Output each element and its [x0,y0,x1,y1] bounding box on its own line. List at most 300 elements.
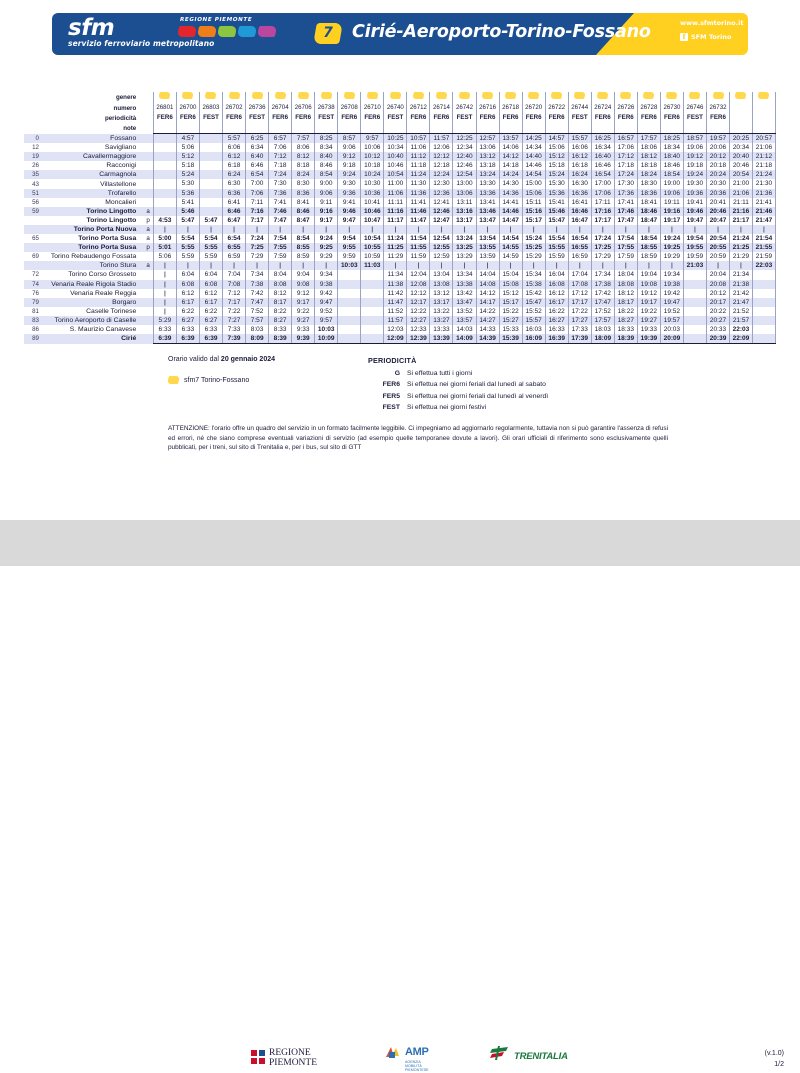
time-cell[interactable] [338,325,361,334]
time-cell[interactable]: | [384,225,407,234]
time-cell[interactable]: 20:47 [706,216,729,225]
time-cell[interactable]: 17:36 [614,189,637,198]
time-cell[interactable]: 21:11 [730,198,753,207]
time-cell[interactable]: | [315,261,338,270]
time-cell[interactable]: 6:12 [223,152,246,161]
time-cell[interactable]: 17:46 [614,207,637,216]
time-cell[interactable]: 6:27 [199,316,222,325]
time-cell[interactable]: 12:39 [407,334,430,344]
time-cell[interactable]: 18:41 [637,198,660,207]
time-cell[interactable]: 15:54 [545,234,568,243]
time-cell[interactable]: 13:17 [430,298,453,307]
time-cell[interactable]: 21:41 [752,198,775,207]
time-cell[interactable]: 16:12 [545,289,568,298]
time-cell[interactable]: 5:29 [153,316,176,325]
time-cell[interactable]: | [223,261,246,270]
time-cell[interactable]: 20:54 [730,170,753,179]
time-cell[interactable]: 8:30 [292,179,315,188]
time-cell[interactable]: 13:18 [476,161,499,170]
time-cell[interactable]: 15:41 [545,198,568,207]
time-cell[interactable]: 21:55 [752,243,775,252]
time-cell[interactable]: 17:00 [591,179,614,188]
time-cell[interactable]: 10:03 [338,261,361,270]
time-cell[interactable]: 5:36 [176,189,199,198]
time-cell[interactable]: 17:06 [614,143,637,152]
time-cell[interactable]: 10:36 [361,189,384,198]
time-cell[interactable]: 19:55 [683,243,706,252]
time-cell[interactable]: 7:52 [246,307,269,316]
time-cell[interactable]: 12:57 [476,134,499,144]
time-cell[interactable]: | [730,225,753,234]
time-cell[interactable]: 12:47 [430,216,453,225]
time-cell[interactable]: 6:59 [223,252,246,261]
time-cell[interactable] [683,280,706,289]
time-cell[interactable]: 11:12 [407,152,430,161]
time-cell[interactable]: 7:54 [269,234,292,243]
time-cell[interactable]: 7:42 [246,289,269,298]
time-cell[interactable]: 16:03 [522,325,545,334]
time-cell[interactable]: 10:09 [315,334,338,344]
time-cell[interactable]: 16:24 [568,170,591,179]
time-cell[interactable]: 6:54 [246,170,269,179]
time-cell[interactable]: | [683,225,706,234]
time-cell[interactable]: 17:22 [568,307,591,316]
time-cell[interactable]: | [153,289,176,298]
time-cell[interactable]: 20:33 [706,325,729,334]
time-cell[interactable]: 12:25 [453,134,476,144]
time-cell[interactable]: 17:55 [614,243,637,252]
time-cell[interactable]: 17:18 [614,161,637,170]
time-cell[interactable]: 15:39 [499,334,522,344]
time-cell[interactable]: 18:04 [614,270,637,279]
time-cell[interactable]: 6:06 [223,143,246,152]
time-cell[interactable]: 20:34 [730,143,753,152]
time-cell[interactable]: 14:06 [499,143,522,152]
time-cell[interactable]: 11:54 [407,234,430,243]
time-cell[interactable]: 9:33 [292,325,315,334]
time-cell[interactable]: 9:38 [315,280,338,289]
time-cell[interactable]: 6:17 [176,298,199,307]
time-cell[interactable]: 8:46 [315,161,338,170]
time-cell[interactable]: 17:57 [637,134,660,144]
time-cell[interactable] [338,298,361,307]
time-cell[interactable]: 13:34 [453,270,476,279]
time-cell[interactable]: 7:47 [246,298,269,307]
time-cell[interactable]: 19:41 [683,198,706,207]
time-cell[interactable] [752,307,775,316]
time-cell[interactable]: 15:25 [522,243,545,252]
time-cell[interactable]: 5:46 [176,207,199,216]
time-cell[interactable]: 20:55 [706,243,729,252]
time-cell[interactable]: 8:17 [269,298,292,307]
time-cell[interactable]: 16:54 [568,234,591,243]
time-cell[interactable]: 5:06 [153,252,176,261]
time-cell[interactable]: 19:04 [637,270,660,279]
time-cell[interactable]: 6:22 [176,307,199,316]
time-cell[interactable]: 14:08 [476,280,499,289]
time-cell[interactable]: 7:22 [223,307,246,316]
time-cell[interactable]: 6:40 [246,152,269,161]
time-cell[interactable] [199,207,222,216]
time-cell[interactable]: 7:55 [269,243,292,252]
time-cell[interactable]: 6:46 [223,207,246,216]
time-cell[interactable]: 19:29 [660,252,683,261]
time-cell[interactable]: 16:06 [568,143,591,152]
time-cell[interactable]: 12:54 [453,170,476,179]
time-cell[interactable]: 11:29 [384,252,407,261]
time-cell[interactable]: 7:00 [246,179,269,188]
time-cell[interactable]: 14:54 [499,234,522,243]
time-cell[interactable]: 16:33 [545,325,568,334]
time-cell[interactable]: | [223,225,246,234]
time-cell[interactable]: 19:24 [683,170,706,179]
time-cell[interactable]: 11:25 [384,243,407,252]
time-cell[interactable]: 8:40 [315,152,338,161]
time-cell[interactable]: 13:57 [499,134,522,144]
time-cell[interactable]: 20:39 [706,334,729,344]
time-cell[interactable]: 13:52 [453,307,476,316]
time-cell[interactable]: 15:17 [499,298,522,307]
time-cell[interactable]: 16:34 [591,143,614,152]
time-cell[interactable]: 14:55 [499,243,522,252]
time-cell[interactable]: 9:52 [315,307,338,316]
time-cell[interactable]: | [176,261,199,270]
time-cell[interactable]: 14:40 [522,152,545,161]
time-cell[interactable]: 7:12 [223,289,246,298]
time-cell[interactable]: 19:11 [660,198,683,207]
time-cell[interactable]: 9:08 [292,280,315,289]
time-cell[interactable]: 22:09 [730,334,753,344]
time-cell[interactable]: 7:57 [292,134,315,144]
time-cell[interactable]: 8:59 [292,252,315,261]
time-cell[interactable]: 10:57 [407,134,430,144]
time-cell[interactable]: 17:25 [591,243,614,252]
time-cell[interactable]: 19:59 [683,252,706,261]
time-cell[interactable] [338,307,361,316]
time-cell[interactable]: 12:03 [384,325,407,334]
time-cell[interactable]: 7:24 [246,234,269,243]
time-cell[interactable]: 8:34 [315,143,338,152]
time-cell[interactable]: 12:24 [430,170,453,179]
time-cell[interactable]: 19:06 [660,189,683,198]
time-cell[interactable]: 18:09 [591,334,614,344]
time-cell[interactable] [683,298,706,307]
time-cell[interactable] [683,334,706,344]
time-cell[interactable]: 11:38 [384,280,407,289]
time-cell[interactable]: 17:42 [591,289,614,298]
time-cell[interactable] [153,189,176,198]
time-cell[interactable]: 17:24 [614,170,637,179]
time-cell[interactable]: 21:59 [752,252,775,261]
time-cell[interactable]: 18:18 [637,161,660,170]
time-cell[interactable]: 17:06 [591,189,614,198]
time-cell[interactable]: 13:46 [476,207,499,216]
time-cell[interactable]: | [246,225,269,234]
time-cell[interactable]: | [545,261,568,270]
time-cell[interactable]: 14:59 [499,252,522,261]
time-cell[interactable]: 5:01 [153,243,176,252]
time-cell[interactable]: 15:57 [522,316,545,325]
time-cell[interactable]: 9:39 [292,334,315,344]
time-cell[interactable]: 18:22 [614,307,637,316]
time-cell[interactable]: 6:04 [199,270,222,279]
time-cell[interactable]: 13:36 [476,189,499,198]
time-cell[interactable] [752,298,775,307]
time-cell[interactable] [153,207,176,216]
time-cell[interactable]: 16:54 [591,170,614,179]
time-cell[interactable] [338,316,361,325]
time-cell[interactable]: 15:18 [545,161,568,170]
time-cell[interactable] [752,289,775,298]
time-cell[interactable]: 8:36 [292,189,315,198]
time-cell[interactable]: 11:06 [384,189,407,198]
time-cell[interactable]: 18:55 [637,243,660,252]
time-cell[interactable]: 15:36 [545,189,568,198]
time-cell[interactable]: 9:22 [292,307,315,316]
time-cell[interactable]: 19:06 [683,143,706,152]
time-cell[interactable]: | [476,225,499,234]
time-cell[interactable]: 16:30 [568,179,591,188]
time-cell[interactable]: 13:29 [453,252,476,261]
time-cell[interactable]: | [545,225,568,234]
time-cell[interactable]: 6:12 [199,289,222,298]
time-cell[interactable]: 7:29 [246,252,269,261]
time-cell[interactable]: 19:34 [660,270,683,279]
time-cell[interactable]: 18:46 [660,161,683,170]
time-cell[interactable]: 8:22 [269,307,292,316]
time-cell[interactable]: 10:24 [361,170,384,179]
time-cell[interactable]: 13:25 [453,243,476,252]
time-cell[interactable]: 21:34 [730,270,753,279]
time-cell[interactable]: 17:30 [614,179,637,188]
time-cell[interactable]: 13:04 [430,270,453,279]
time-cell[interactable]: 20:59 [706,252,729,261]
time-cell[interactable]: 6:27 [176,316,199,325]
time-cell[interactable]: 18:12 [614,289,637,298]
time-cell[interactable]: 9:06 [338,143,361,152]
time-cell[interactable]: 7:04 [223,270,246,279]
time-cell[interactable]: 9:11 [315,198,338,207]
time-cell[interactable]: 14:36 [499,189,522,198]
time-cell[interactable] [361,298,384,307]
time-cell[interactable] [361,270,384,279]
time-cell[interactable]: 6:55 [223,243,246,252]
time-cell[interactable]: 17:12 [614,152,637,161]
time-cell[interactable]: 15:29 [522,252,545,261]
time-cell[interactable] [361,307,384,316]
time-cell[interactable]: 6:36 [223,189,246,198]
time-cell[interactable] [361,334,384,344]
time-cell[interactable] [199,179,222,188]
time-cell[interactable]: 18:36 [637,189,660,198]
time-cell[interactable]: 20:06 [706,143,729,152]
time-cell[interactable] [153,143,176,152]
time-cell[interactable] [153,161,176,170]
time-cell[interactable]: 9:36 [338,189,361,198]
time-cell[interactable]: 20:24 [706,170,729,179]
time-cell[interactable]: 21:29 [730,252,753,261]
time-cell[interactable]: 6:24 [223,170,246,179]
time-cell[interactable]: 20:25 [730,134,753,144]
time-cell[interactable]: 9:27 [292,316,315,325]
time-cell[interactable]: | [637,225,660,234]
time-cell[interactable]: | [730,261,753,270]
time-cell[interactable]: 21:18 [752,161,775,170]
time-cell[interactable]: 20:46 [730,161,753,170]
website-url[interactable]: www.sfmtorino.it [680,19,744,27]
time-cell[interactable]: 5:47 [199,216,222,225]
time-cell[interactable]: 10:18 [361,161,384,170]
time-cell[interactable]: 15:57 [568,134,591,144]
time-cell[interactable]: 11:46 [407,207,430,216]
time-cell[interactable]: 16:08 [545,280,568,289]
time-cell[interactable]: 17:29 [591,252,614,261]
time-cell[interactable]: 11:24 [407,170,430,179]
time-cell[interactable]: | [292,225,315,234]
time-cell[interactable]: 7:25 [246,243,269,252]
time-cell[interactable]: 18:33 [614,325,637,334]
time-cell[interactable]: 16:25 [591,134,614,144]
time-cell[interactable]: 15:47 [545,216,568,225]
time-cell[interactable]: 4:53 [153,216,176,225]
time-cell[interactable]: 19:08 [637,280,660,289]
time-cell[interactable]: 15:47 [522,298,545,307]
time-cell[interactable] [153,198,176,207]
time-cell[interactable] [683,289,706,298]
time-cell[interactable]: 21:36 [752,189,775,198]
time-cell[interactable]: | [522,225,545,234]
time-cell[interactable]: | [614,225,637,234]
time-cell[interactable]: 8:47 [292,216,315,225]
time-cell[interactable]: 19:27 [637,316,660,325]
time-cell[interactable]: 15:22 [499,307,522,316]
time-cell[interactable]: 10:59 [361,252,384,261]
time-cell[interactable]: 5:24 [176,170,199,179]
time-cell[interactable]: 10:12 [361,152,384,161]
time-cell[interactable]: | [706,261,729,270]
time-cell[interactable]: 17:11 [591,198,614,207]
time-cell[interactable]: 20:22 [706,307,729,316]
time-cell[interactable]: 14:54 [522,170,545,179]
time-cell[interactable]: 15:16 [522,207,545,216]
time-cell[interactable]: 20:12 [706,289,729,298]
time-cell[interactable]: 14:12 [499,152,522,161]
time-cell[interactable]: 7:12 [269,152,292,161]
time-cell[interactable] [338,289,361,298]
time-cell[interactable]: 5:59 [176,252,199,261]
time-cell[interactable]: | [361,225,384,234]
time-cell[interactable]: 11:34 [384,270,407,279]
time-cell[interactable]: 12:40 [453,152,476,161]
time-cell[interactable]: 14:46 [499,207,522,216]
time-cell[interactable]: 14:17 [476,298,499,307]
time-cell[interactable]: 21:24 [752,170,775,179]
time-cell[interactable]: 6:34 [246,143,269,152]
time-cell[interactable]: 7:39 [223,334,246,344]
time-cell[interactable]: 17:54 [614,234,637,243]
time-cell[interactable]: 13:27 [430,316,453,325]
time-cell[interactable]: 10:30 [361,179,384,188]
time-cell[interactable]: 13:57 [453,316,476,325]
time-cell[interactable]: 13:22 [430,307,453,316]
time-cell[interactable]: 6:46 [246,161,269,170]
time-cell[interactable]: | [660,225,683,234]
time-cell[interactable]: 13:00 [453,179,476,188]
time-cell[interactable]: 14:24 [499,170,522,179]
time-cell[interactable]: 6:08 [176,280,199,289]
time-cell[interactable]: 13:12 [476,152,499,161]
time-cell[interactable]: 17:33 [568,325,591,334]
time-cell[interactable]: | [430,225,453,234]
time-cell[interactable]: 15:06 [522,189,545,198]
time-cell[interactable]: 8:12 [269,289,292,298]
time-cell[interactable]: 16:22 [545,307,568,316]
time-cell[interactable]: 6:54 [223,234,246,243]
time-cell[interactable]: 21:17 [730,216,753,225]
time-cell[interactable]: 18:57 [683,134,706,144]
time-cell[interactable] [683,325,706,334]
time-cell[interactable]: 12:41 [430,198,453,207]
time-cell[interactable]: 13:55 [476,243,499,252]
time-cell[interactable]: 9:16 [315,207,338,216]
time-cell[interactable]: 5:55 [176,243,199,252]
time-cell[interactable]: 14:46 [522,161,545,170]
time-cell[interactable]: 8:41 [292,198,315,207]
time-cell[interactable]: 20:30 [706,179,729,188]
time-cell[interactable]: 9:47 [338,216,361,225]
time-cell[interactable]: 14:25 [522,134,545,144]
time-cell[interactable]: 20:41 [706,198,729,207]
time-cell[interactable]: 7:17 [246,216,269,225]
time-cell[interactable]: 7:57 [246,316,269,325]
time-cell[interactable]: | [199,225,222,234]
time-cell[interactable]: 16:04 [545,270,568,279]
time-cell[interactable]: 5:47 [176,216,199,225]
time-cell[interactable]: 22:03 [752,261,775,270]
time-cell[interactable]: 7:33 [223,325,246,334]
time-cell[interactable]: 19:00 [660,179,683,188]
time-cell[interactable]: 17:41 [614,198,637,207]
time-cell[interactable]: 17:27 [568,316,591,325]
time-cell[interactable]: 17:04 [568,270,591,279]
time-cell[interactable]: 8:57 [338,134,361,144]
time-cell[interactable]: | [199,261,222,270]
time-cell[interactable]: 12:08 [407,280,430,289]
time-cell[interactable]: 21:00 [730,179,753,188]
time-cell[interactable] [153,134,176,144]
time-cell[interactable]: 11:55 [407,243,430,252]
time-cell[interactable]: 8:46 [292,207,315,216]
time-cell[interactable]: | [430,261,453,270]
time-cell[interactable]: 20:17 [706,298,729,307]
time-cell[interactable]: 9:12 [338,152,361,161]
time-cell[interactable]: | [614,261,637,270]
time-cell[interactable]: 6:33 [176,325,199,334]
time-cell[interactable]: 16:41 [568,198,591,207]
time-cell[interactable]: 14:47 [499,216,522,225]
time-cell[interactable]: 13:24 [476,170,499,179]
time-cell[interactable]: 18:59 [637,252,660,261]
time-cell[interactable]: 7:18 [269,161,292,170]
time-cell[interactable]: 10:06 [361,143,384,152]
time-cell[interactable]: 7:47 [269,216,292,225]
time-cell[interactable]: 8:33 [269,325,292,334]
time-cell[interactable]: 9:30 [338,179,361,188]
time-cell[interactable] [199,161,222,170]
time-cell[interactable]: 20:08 [706,280,729,289]
time-cell[interactable]: 19:17 [637,298,660,307]
time-cell[interactable]: 15:17 [522,216,545,225]
